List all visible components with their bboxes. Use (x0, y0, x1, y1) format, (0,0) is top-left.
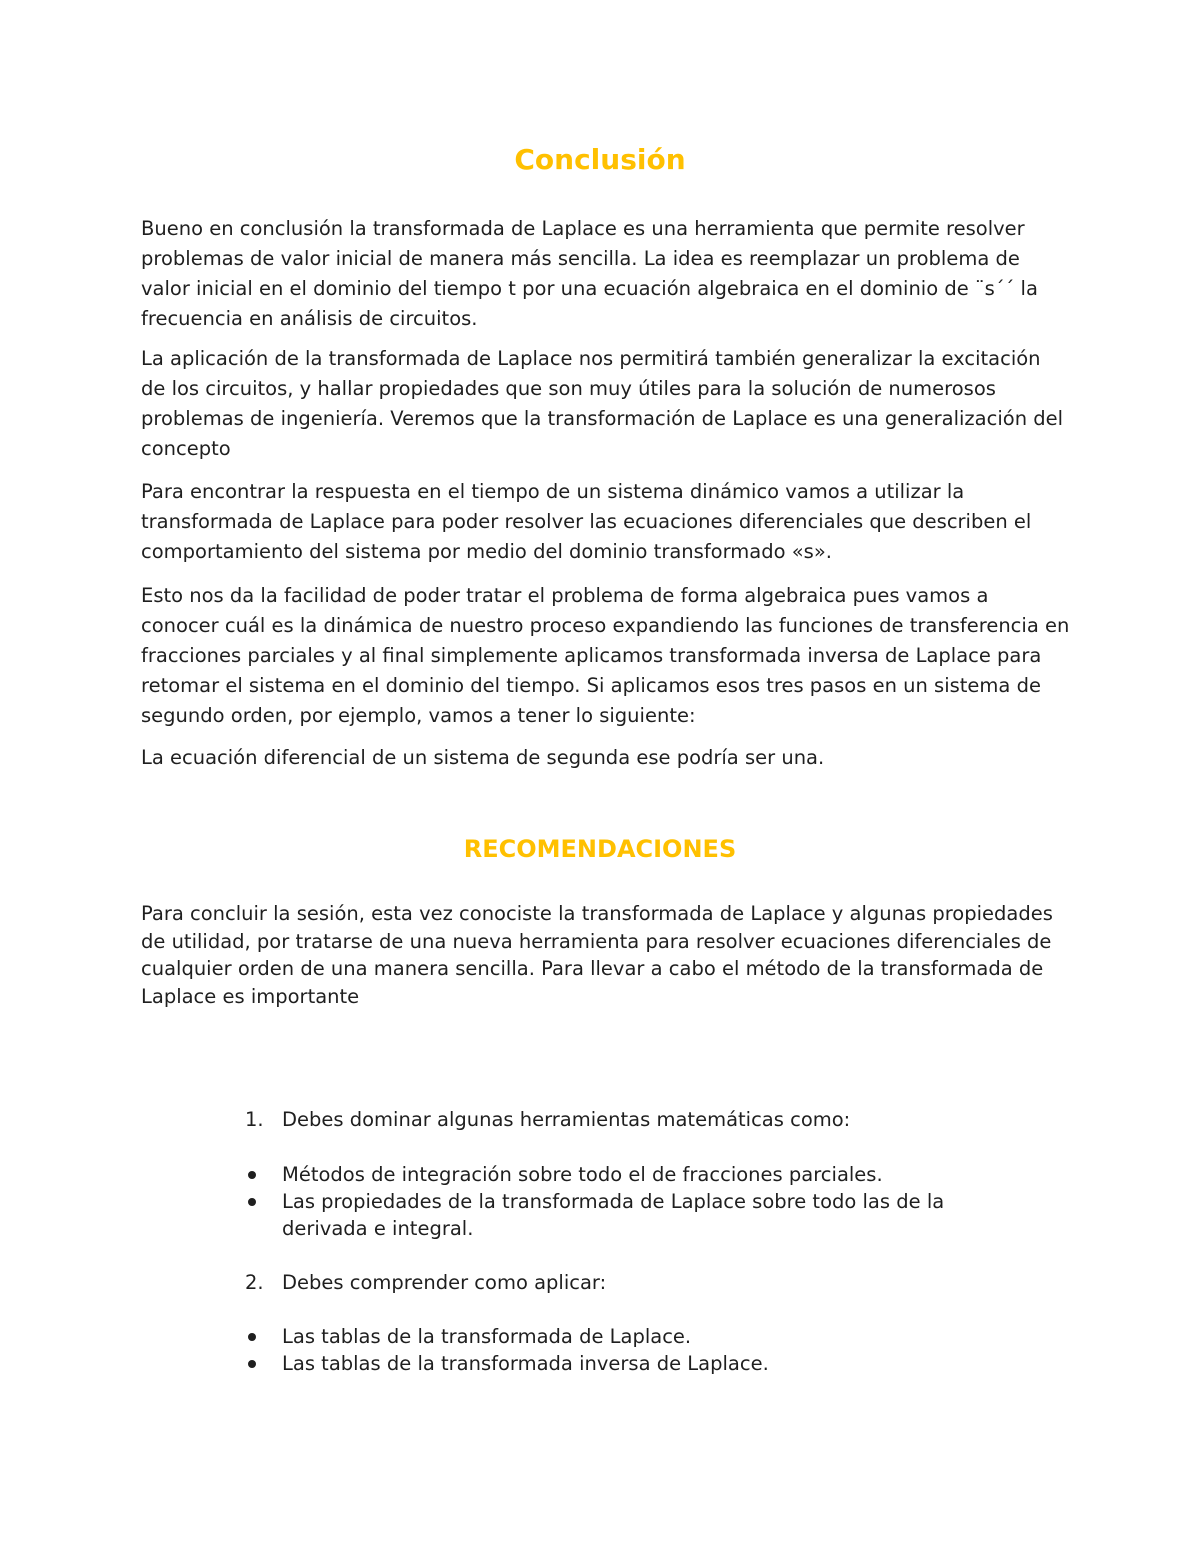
bullet-text: Métodos de integración sobre todo el de fracciones parciales. (282, 1163, 883, 1186)
conclusion-paragraph-5: La ecuación diferencial de un sistema de segunda ese podría ser una. (141, 746, 825, 769)
bullet-text: Las tablas de la transformada inversa de Laplace. (282, 1352, 769, 1375)
bullet-icon (248, 1360, 256, 1368)
item-number: 1. (245, 1108, 264, 1131)
bullet-text: Las tablas de la transformada de Laplace. (282, 1325, 692, 1348)
item-text: Debes comprender como aplicar: (282, 1271, 607, 1294)
item-number: 2. (245, 1271, 264, 1294)
conclusion-paragraph-1: Bueno en conclusión la transformada de Laplace es una herramienta que permite resolver problemas de valor inicial de manera más sencilla. La idea es reemplazar un problema de valor inicial en el dominio del tiempo t por una ecuación algebraica en el dominio de ¨s´´ la frecuencia en análisis de circuitos. (141, 217, 1038, 330)
recomendaciones-heading: RECOMENDACIONES (463, 835, 737, 863)
bullet-icon (248, 1198, 256, 1206)
bullet-icon (248, 1171, 256, 1179)
conclusion-heading: Conclusión (514, 143, 686, 176)
conclusion-paragraph-2: La aplicación de la transformada de Laplace nos permitirá también generalizar la excitación de los circuitos, y hallar propiedades que son muy útiles para la solución de numerosos problemas de ingeniería. Veremos que la transformación de Laplace es una generalización del concepto (141, 347, 1064, 460)
bullet-icon (248, 1333, 256, 1341)
conclusion-paragraph-3: Para encontrar la respuesta en el tiempo de un sistema dinámico vamos a utilizar la transformada de Laplace para poder resolver las ecuaciones diferenciales que describen el comportamiento del sistema por medio del dominio transformado «s». (141, 480, 1032, 563)
recomendaciones-intro: Para concluir la sesión, esta vez conociste la transformada de Laplace y algunas propiedades de utilidad, por tratarse de una nueva herramienta para resolver ecuaciones diferenciales de cualquier orden de una manera sencilla. Para llevar a cabo el método de la transformada de Laplace es importante (141, 902, 1053, 1008)
bullet-text: Las propiedades de la transformada de Laplace sobre todo las de la derivada e integral. (282, 1190, 945, 1240)
item-text: Debes dominar algunas herramientas matemáticas como: (282, 1108, 851, 1131)
conclusion-paragraph-4: Esto nos da la facilidad de poder tratar el problema de forma algebraica pues vamos a conocer cuál es la dinámica de nuestro proceso expandiendo las funciones de transferencia en fracciones parciales y al final simplemente aplicamos transformada inversa de Laplace para retomar el sistema en el dominio del tiempo. Si aplicamos esos tres pasos en un sistema de segundo orden, por ejemplo, vamos a tener lo siguiente: (141, 584, 1070, 727)
